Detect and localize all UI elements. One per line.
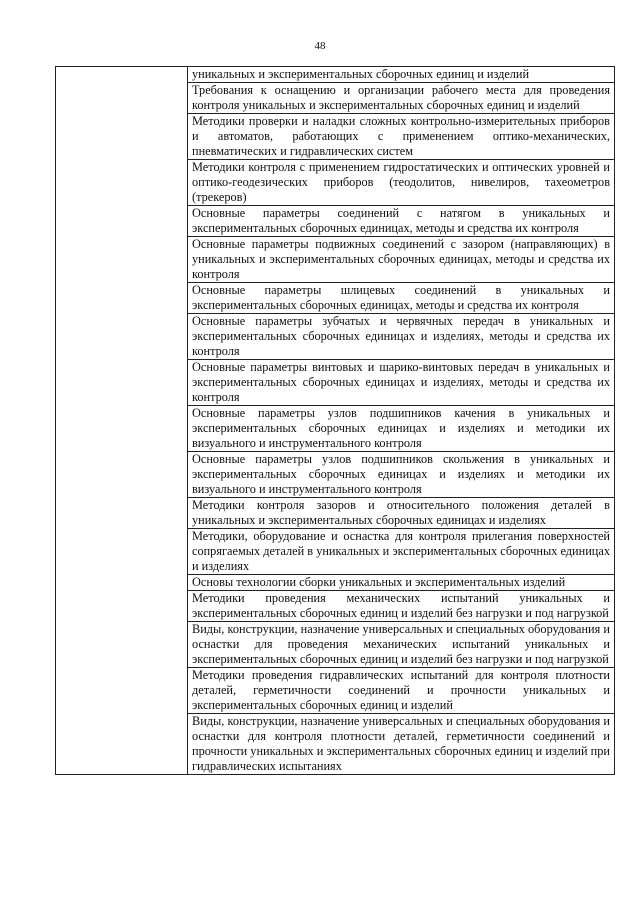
table-cell	[188, 283, 615, 314]
table-cell	[188, 406, 615, 452]
cell-text: Основные параметры узлов подшипников скольжения в уникальных и экспериментальных сборочных единицах и изделиях и методики их визуального и инструментального контроля	[192, 452, 610, 496]
left-column-cell	[56, 67, 188, 775]
cell-text: Методики проверки и наладки сложных контрольно-измерительных приборов и автоматов, работающих с применением оптико-механических, пневматических и гидравлических систем	[192, 114, 610, 158]
cell-text: Основные параметры шлицевых соединений в уникальных и экспериментальных сборочных единицах, методы и средства их контроля	[192, 283, 610, 312]
table-cell	[188, 591, 615, 622]
cell-text: Виды, конструкции, назначение универсальных и специальных оборудования и оснастки для контроля плотности деталей, герметичности соединений и прочности уникальных и экспериментальных сборочных единиц и изделий при гидравлических испытаниях	[192, 714, 610, 773]
table-cell	[188, 83, 615, 114]
requirements-table	[55, 66, 615, 775]
page-number: 48	[314, 40, 326, 52]
cell-text: Методики контроля с применением гидростатических и оптических уровней и оптико-геодезических приборов (теодолитов, нивелиров, тахеометров (трекеров)	[192, 160, 610, 204]
table-cell	[188, 67, 615, 83]
cell-text: Методики контроля зазоров и относительного положения деталей в уникальных и экспериментальных сборочных единицах и изделиях	[192, 498, 610, 527]
cell-text: Основные параметры зубчатых и червячных передач в уникальных и экспериментальных сборочных единицах и изделиях, методы и средства их контроля	[192, 314, 610, 358]
table-cell	[188, 314, 615, 360]
table-cell	[188, 622, 615, 668]
cell-text: Основные параметры подвижных соединений с зазором (направляющих) в уникальных и экспериментальных сборочных единицах, методы и средства их контроля	[192, 237, 610, 281]
table-cell	[188, 498, 615, 529]
cell-text: Методики, оборудование и оснастка для контроля прилегания поверхностей сопрягаемых деталей в уникальных и экспериментальных сборочных единицах и изделиях	[192, 529, 610, 573]
table-cell	[188, 714, 615, 775]
table-cell	[188, 206, 615, 237]
table-cell	[188, 114, 615, 160]
cell-text: Основные параметры узлов подшипников качения в уникальных и экспериментальных сборочных единицах и изделиях и методики их визуального и инструментального контроля	[192, 406, 610, 450]
cell-text: Методики проведения механических испытаний уникальных и экспериментальных сборочных единиц и изделий без нагрузки и под нагрузкой	[192, 591, 610, 620]
table-cell	[188, 160, 615, 206]
table-cell	[188, 452, 615, 498]
table-cell	[188, 668, 615, 714]
table-cell	[188, 360, 615, 406]
cell-text: Основы технологии сборки уникальных и экспериментальных изделий	[192, 575, 566, 589]
cell-text: Требования к оснащению и организации рабочего места для проведения контроля уникальных и экспериментальных сборочных единиц и изделий	[192, 83, 610, 112]
cell-text: уникальных и экспериментальных сборочных единиц и изделий	[192, 67, 530, 81]
cell-text: Основные параметры соединений с натягом в уникальных и экспериментальных сборочных единицах, методы и средства их контроля	[192, 206, 610, 235]
cell-text: Виды, конструкции, назначение универсальных и специальных оборудования и оснастки для проведения механических испытаний уникальных и экспериментальных сборочных единиц и изделий без нагрузки и под нагрузкой	[192, 622, 610, 666]
cell-text: Методики проведения гидравлических испытаний для контроля плотности деталей, герметичности соединений и прочности уникальных и экспериментальных сборочных единиц и изделий	[192, 668, 610, 712]
cell-text: Основные параметры винтовых и шарико-винтовых передач в уникальных и экспериментальных сборочных единицах и изделиях, методы и средства их контроля	[192, 360, 610, 404]
table-cell	[188, 237, 615, 283]
table-cell	[188, 529, 615, 575]
table-row	[56, 67, 615, 83]
table-cell	[188, 575, 615, 591]
